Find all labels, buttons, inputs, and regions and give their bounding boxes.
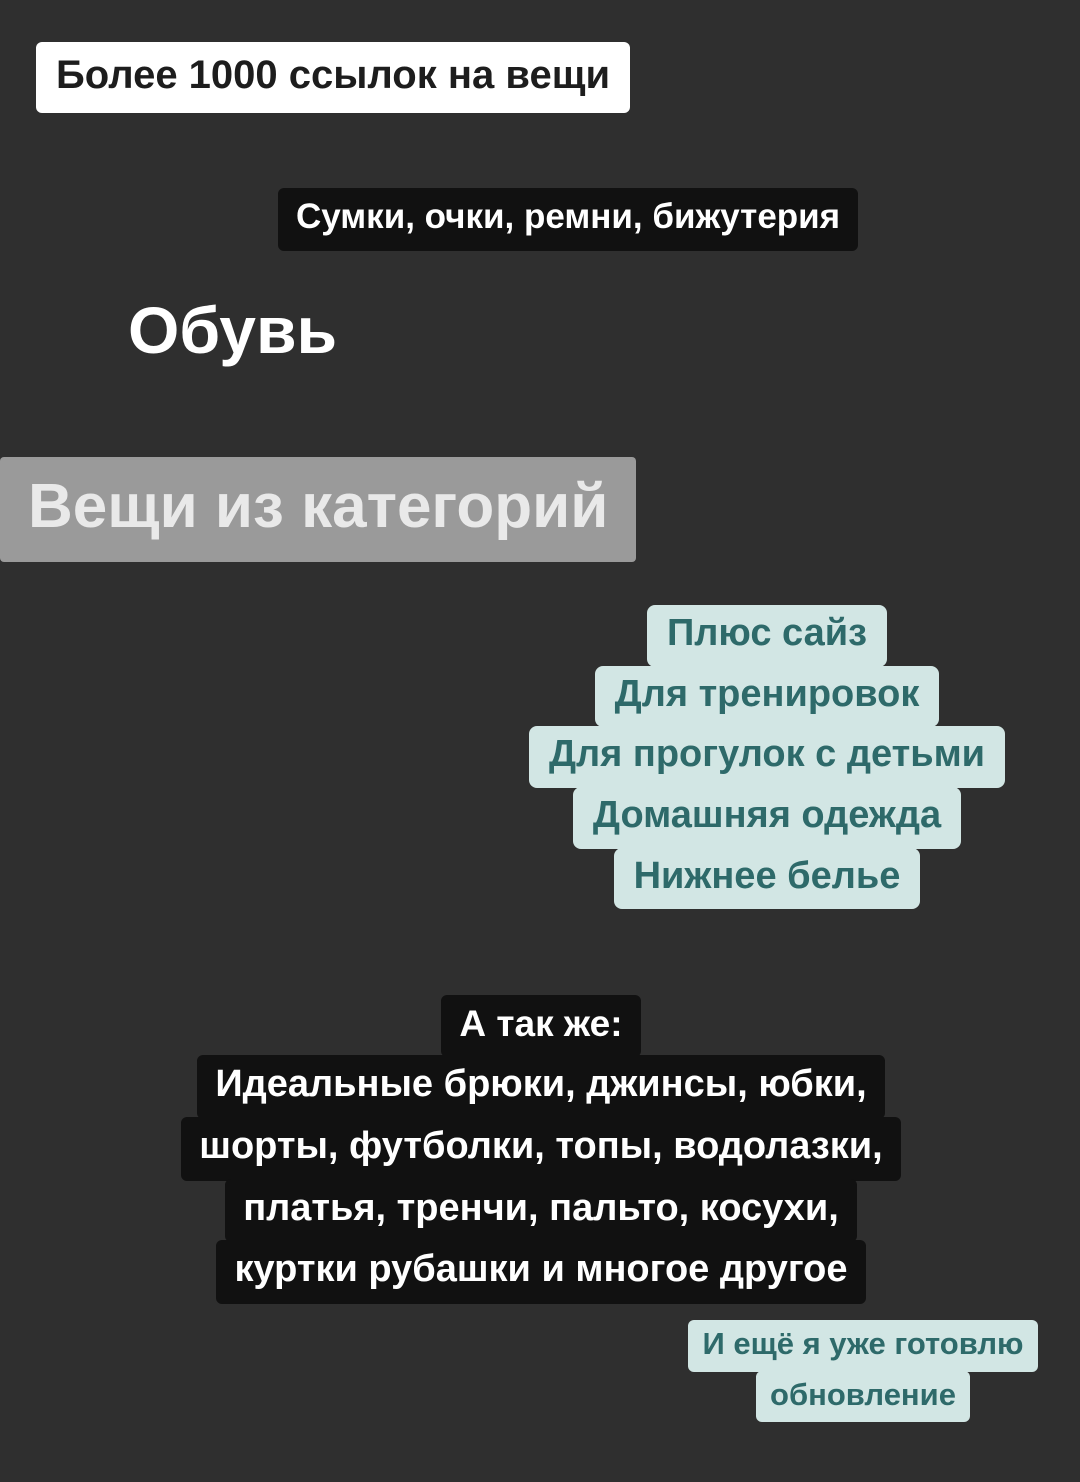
accessories-text-block (278, 188, 858, 251)
categories-title-label: Вещи из категорий (0, 457, 636, 562)
list-item (487, 787, 1047, 849)
header-label: Более 1000 ссылок на вещи (36, 42, 630, 113)
update-note-line-1: И ещё я уже готовлю (688, 1320, 1037, 1372)
text-row (118, 286, 347, 380)
text-row (126, 1055, 956, 1119)
update-note-line-2: обновление (756, 1371, 970, 1423)
text-row (668, 1371, 1058, 1423)
categories-title-block (0, 457, 636, 562)
also-text-block (126, 995, 956, 1302)
category-item-homewear: Домашняя одежда (573, 787, 961, 849)
accessories-label: Сумки, очки, ремни, бижутерия (278, 188, 858, 251)
list-item (487, 666, 1047, 728)
text-row (126, 1240, 956, 1304)
also-title-label: А так же: (441, 995, 640, 1057)
list-item (487, 605, 1047, 667)
category-item-workout: Для тренировок (595, 666, 940, 728)
text-row (668, 1320, 1058, 1372)
list-item (487, 848, 1047, 910)
also-line-2: шорты, футболки, топы, водолазки, (181, 1117, 900, 1181)
category-item-walks-with-kids: Для прогулок с детьми (529, 726, 1005, 788)
list-item (487, 726, 1047, 788)
update-note-block (668, 1320, 1058, 1421)
category-item-underwear: Нижнее белье (614, 848, 921, 910)
text-row (126, 1179, 956, 1243)
also-line-3: платья, тренчи, пальто, косухи, (225, 1179, 857, 1243)
text-row (126, 1117, 956, 1181)
header-text-block (36, 42, 630, 113)
shoes-text-block (118, 286, 347, 380)
text-row (126, 995, 956, 1057)
category-list-block (487, 605, 1047, 908)
also-line-1: Идеальные брюки, джинсы, юбки, (197, 1055, 884, 1119)
text-row (278, 188, 858, 251)
also-line-4: куртки рубашки и многое другое (216, 1240, 865, 1304)
category-item-plus-size: Плюс сайз (647, 605, 887, 667)
text-row (0, 457, 636, 562)
shoes-label: Обувь (128, 293, 338, 367)
text-row (36, 42, 630, 113)
